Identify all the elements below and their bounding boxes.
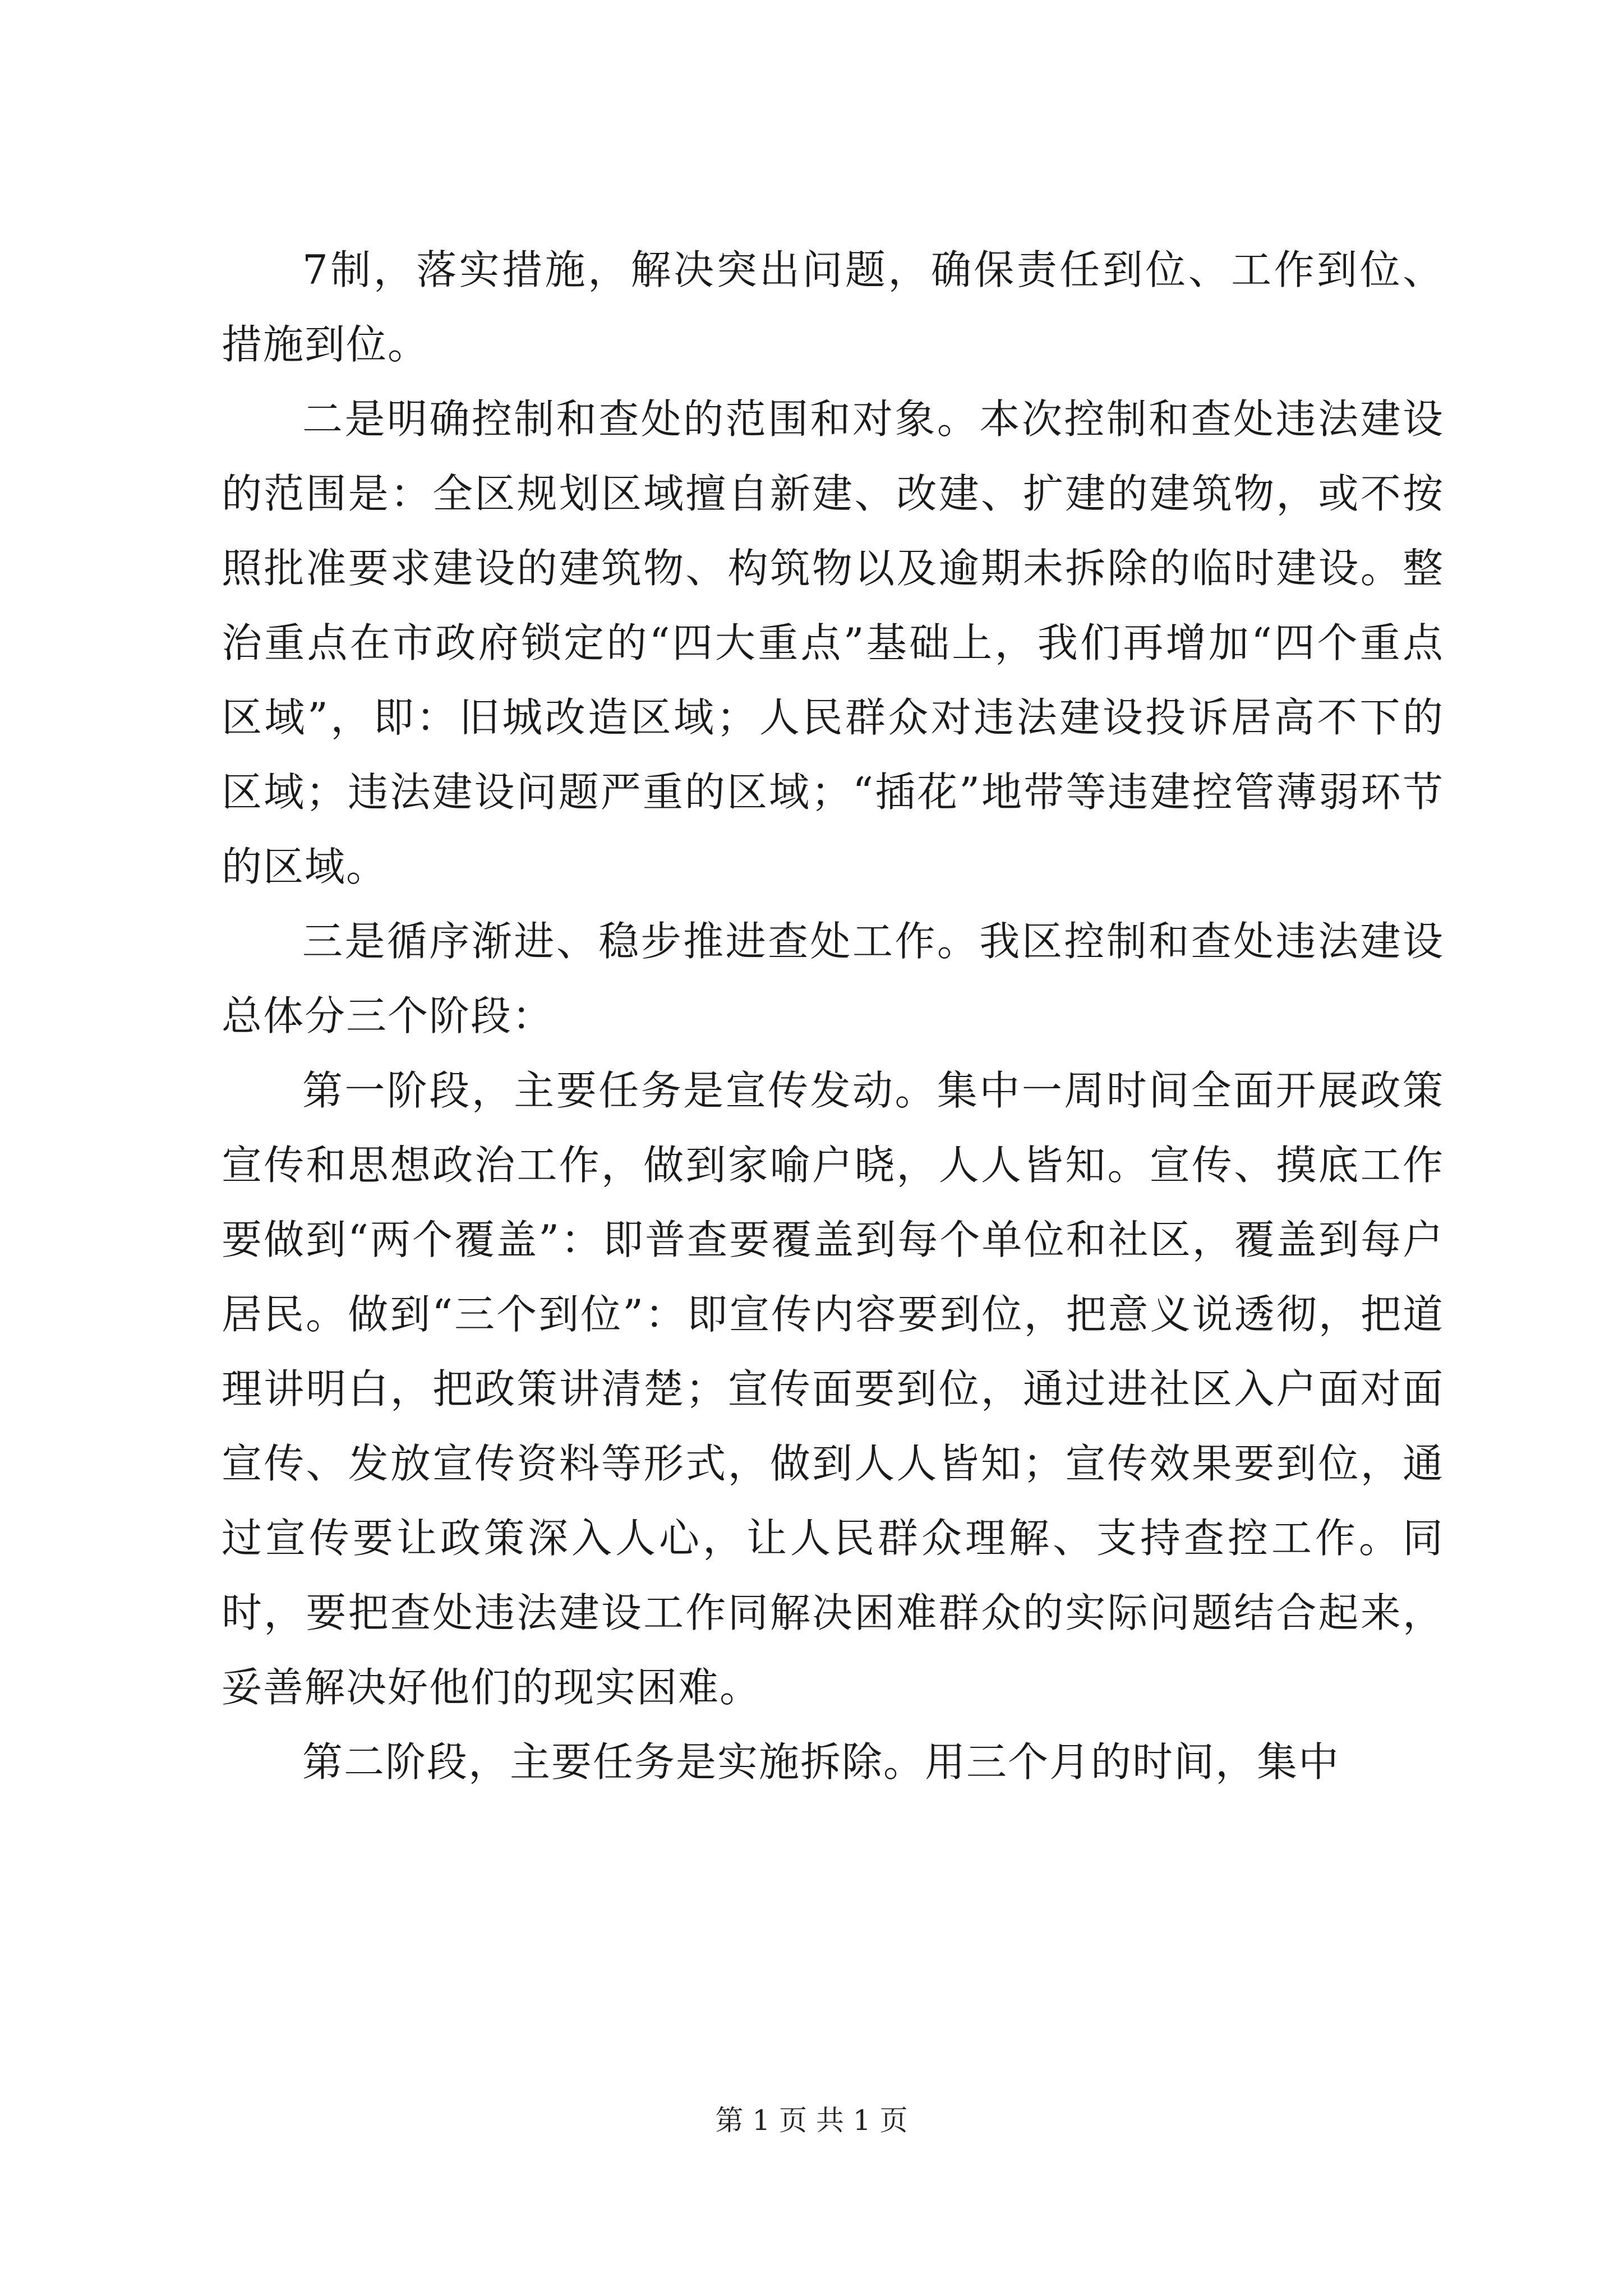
paragraph-1: 7制，落实措施，解决突出问题，确保责任到位、工作到位、措施到位。: [222, 246, 1444, 368]
document-body: [222, 233, 1444, 1800]
paragraph-4: 第一阶段，主要任务是宣传发动。集中一周时间全面开展政策宣传和思想政治工作，做到家喻户晓，人人皆知。宣传、摸底工作要做到“两个覆盖”：即普查要覆盖到每个单位和社区，覆盖到每户居民。做到“三个到位”：即宣传内容要到位，把意义说透彻，把道理讲明白，把政策讲清楚；宣传面要到位，通过进社区入户面对面宣传、发放宣传资料等形式，做到人人皆知；宣传效果要到位，通过宣传要让政策深入人心，让人民群众理解、支持查控工作。同时，要把查处违法建设工作同解决困难群众的实际问题结合起来，妥善解决好他们的现实困难。: [222, 1067, 1444, 1711]
paragraph-2: 二是明确控制和查处的范围和对象。本次控制和查处违法建设的范围是：全区规划区域擅自新建、改建、扩建的建筑物，或不按照批准要求建设的建筑物、构筑物以及逾期未拆除的临时建设。整治重点在市政府锁定的“四大重点”基础上，我们再增加“四个重点区域”，即：旧城改造区域；人民群众对违法建设投诉居高不下的区域；违法建设问题严重的区域；“插花”地带等违建控管薄弱环节的区域。: [222, 395, 1444, 890]
page-footer: 第 1 页 共 1 页: [715, 2104, 908, 2137]
paragraph-3: 三是循序渐进、稳步推进查处工作。我区控制和查处违法建设总体分三个阶段：: [222, 918, 1444, 1039]
paragraph-5: 第二阶段，主要任务是实施拆除。用三个月的时间，集中: [302, 1738, 1340, 1786]
